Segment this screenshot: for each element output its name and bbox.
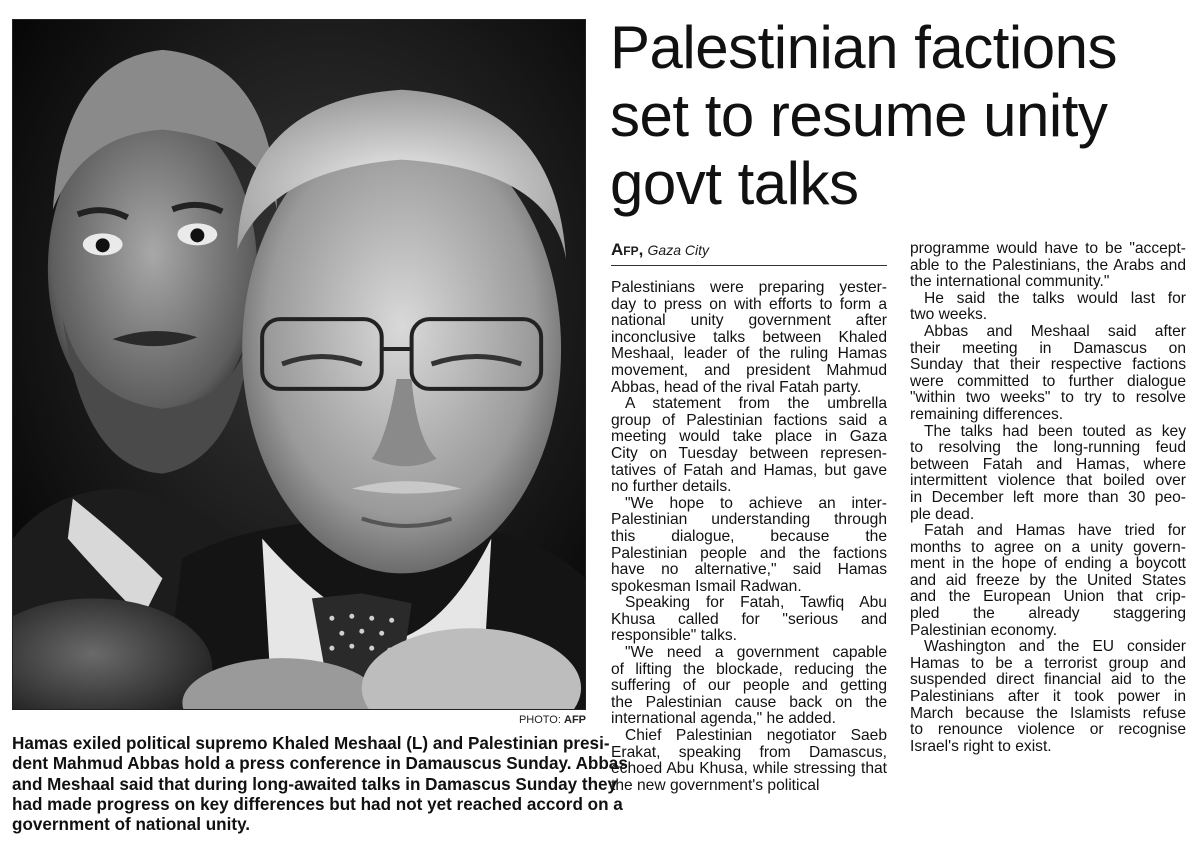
article-line: Israel's right to exist. bbox=[910, 737, 1052, 755]
article-line: A statement from the umbrella bbox=[625, 395, 887, 413]
article-line: Erakat, speaking from Damascus, bbox=[611, 743, 887, 761]
caption-line: dent Mahmud Abbas hold a press conference in Damauscus Sunday. Abbas bbox=[12, 754, 628, 774]
article-line: were committed to further dialogue bbox=[910, 372, 1186, 390]
article-line: Hamas to be a terrorist group and bbox=[910, 654, 1186, 672]
article-line: Sunday that their respective factions bbox=[910, 356, 1186, 374]
article-line: pled the already staggering bbox=[910, 605, 1186, 623]
article-line: meeting would take place in Gaza bbox=[611, 428, 887, 446]
article-line: responsible" talks. bbox=[611, 627, 738, 645]
article-line: Palestinians were preparing yester- bbox=[611, 279, 887, 296]
article-line: City on Tuesday between represen- bbox=[611, 444, 887, 462]
news-photo bbox=[12, 19, 586, 710]
article-line: to resolving the long-running feud bbox=[910, 439, 1186, 457]
article-line: the international community." bbox=[910, 273, 1110, 291]
dateline bbox=[611, 240, 887, 266]
article-line: international agenda," he added. bbox=[611, 710, 836, 728]
article-line: Abbas, head of the rival Fatah party. bbox=[611, 378, 862, 396]
headline bbox=[610, 14, 1195, 218]
article-line: suffering of our people and getting bbox=[611, 677, 887, 695]
article-line: "We need a government capable bbox=[625, 644, 887, 662]
article-line: ment in the hope of ending a boycott bbox=[910, 555, 1186, 573]
dateline-agency: Afp, bbox=[611, 240, 644, 259]
article-column-2 bbox=[910, 241, 1186, 755]
headline-line: Palestinian factions bbox=[610, 14, 1117, 81]
article-line: to renounce violence or recognise bbox=[910, 721, 1186, 739]
article-line: Washington and the EU consider bbox=[924, 638, 1186, 656]
article-line: "We hope to achieve an inter- bbox=[625, 494, 887, 512]
photo-credit-label: PHOTO: bbox=[518, 714, 561, 726]
article-line: the Palestinian cause back on the bbox=[611, 693, 887, 711]
article-line: remaining differences. bbox=[910, 405, 1064, 423]
article-line: Abbas and Meshaal said after bbox=[924, 322, 1186, 340]
article-line: this dialogue, because the bbox=[611, 527, 887, 545]
article-line: Palestinian economy. bbox=[910, 621, 1058, 639]
article-line: months to agree on a unity govern- bbox=[910, 538, 1186, 556]
article-line: March because the Islamists refuse bbox=[910, 704, 1186, 722]
caption-line: government of national unity. bbox=[12, 815, 251, 835]
photo-caption bbox=[12, 734, 628, 835]
article-line: echoed Abu Khusa, while stressing that bbox=[611, 760, 887, 778]
article-line: intermittent violence that boiled over bbox=[910, 472, 1186, 490]
article-line: tatives of Fatah and Hamas, but gave bbox=[611, 461, 887, 479]
caption-line: Hamas exiled political supremo Khaled Meshaal (L) and Palestinian presi- bbox=[12, 734, 610, 753]
dateline-place: Gaza City bbox=[647, 242, 709, 258]
article-line: Chief Palestinian negotiator Saeb bbox=[625, 727, 887, 745]
article-line: "within two weeks" to try to resolve bbox=[910, 389, 1186, 407]
article-line: Khusa called for "serious and bbox=[611, 610, 887, 628]
photo-credit-source: AFP bbox=[564, 714, 586, 726]
article-line: Palestinian people and the factions bbox=[611, 544, 887, 562]
headline-line: govt talks bbox=[610, 150, 859, 217]
article-line: able to the Palestinians, the Arabs and bbox=[910, 256, 1186, 274]
article-line: programme would have to be "accept- bbox=[910, 240, 1186, 257]
article-line: no further details. bbox=[611, 478, 732, 496]
article-line: He said the talks would last for bbox=[924, 289, 1186, 307]
article-line: national unity government after bbox=[611, 312, 887, 330]
article-line: day to press on with efforts to form a bbox=[611, 295, 887, 313]
photo-credit bbox=[12, 714, 586, 726]
article-line: in December left more than 30 peo- bbox=[910, 488, 1186, 506]
article-line: Fatah and Hamas have tried for bbox=[924, 522, 1186, 540]
article-line: Speaking for Fatah, Tawfiq Abu bbox=[625, 594, 887, 612]
photo-illustration bbox=[13, 20, 585, 709]
caption-line: and Meshaal said that during long-awaited talks in Damascus Sunday they bbox=[12, 774, 618, 794]
article-line: and the European Union that crip- bbox=[910, 588, 1186, 606]
article-column-1 bbox=[611, 280, 887, 794]
article-line: movement, and president Mahmud bbox=[611, 361, 887, 379]
article-line: have no alternative," said Hamas bbox=[611, 561, 887, 579]
article-line: spokesman Ismail Radwan. bbox=[611, 577, 802, 595]
article-line: two weeks. bbox=[910, 306, 988, 324]
article-line: Meshaal, leader of the ruling Hamas bbox=[611, 345, 887, 363]
headline-line: set to resume unity bbox=[610, 82, 1108, 149]
article-line: of lifting the blockade, reducing the bbox=[611, 660, 887, 678]
caption-line: had made progress on key differences but had not yet reached accord on a bbox=[12, 794, 623, 814]
article-line: ple dead. bbox=[910, 505, 975, 523]
article-line: Palestinians after it took power in bbox=[910, 688, 1186, 706]
article-line: suspended direct financial aid to the bbox=[910, 671, 1186, 689]
article-line: their meeting in Damascus on bbox=[910, 339, 1186, 357]
article-line: inconclusive talks between Khaled bbox=[611, 328, 887, 346]
article-line: between Fatah and Hamas, where bbox=[910, 455, 1186, 473]
article-line: and aid freeze by the United States bbox=[910, 571, 1186, 589]
article-line: The talks had been touted as key bbox=[924, 422, 1186, 440]
article-line: group of Palestinian factions said a bbox=[611, 411, 887, 429]
article-line: the new government's political bbox=[611, 776, 820, 794]
article-line: Palestinian understanding through bbox=[611, 511, 887, 529]
